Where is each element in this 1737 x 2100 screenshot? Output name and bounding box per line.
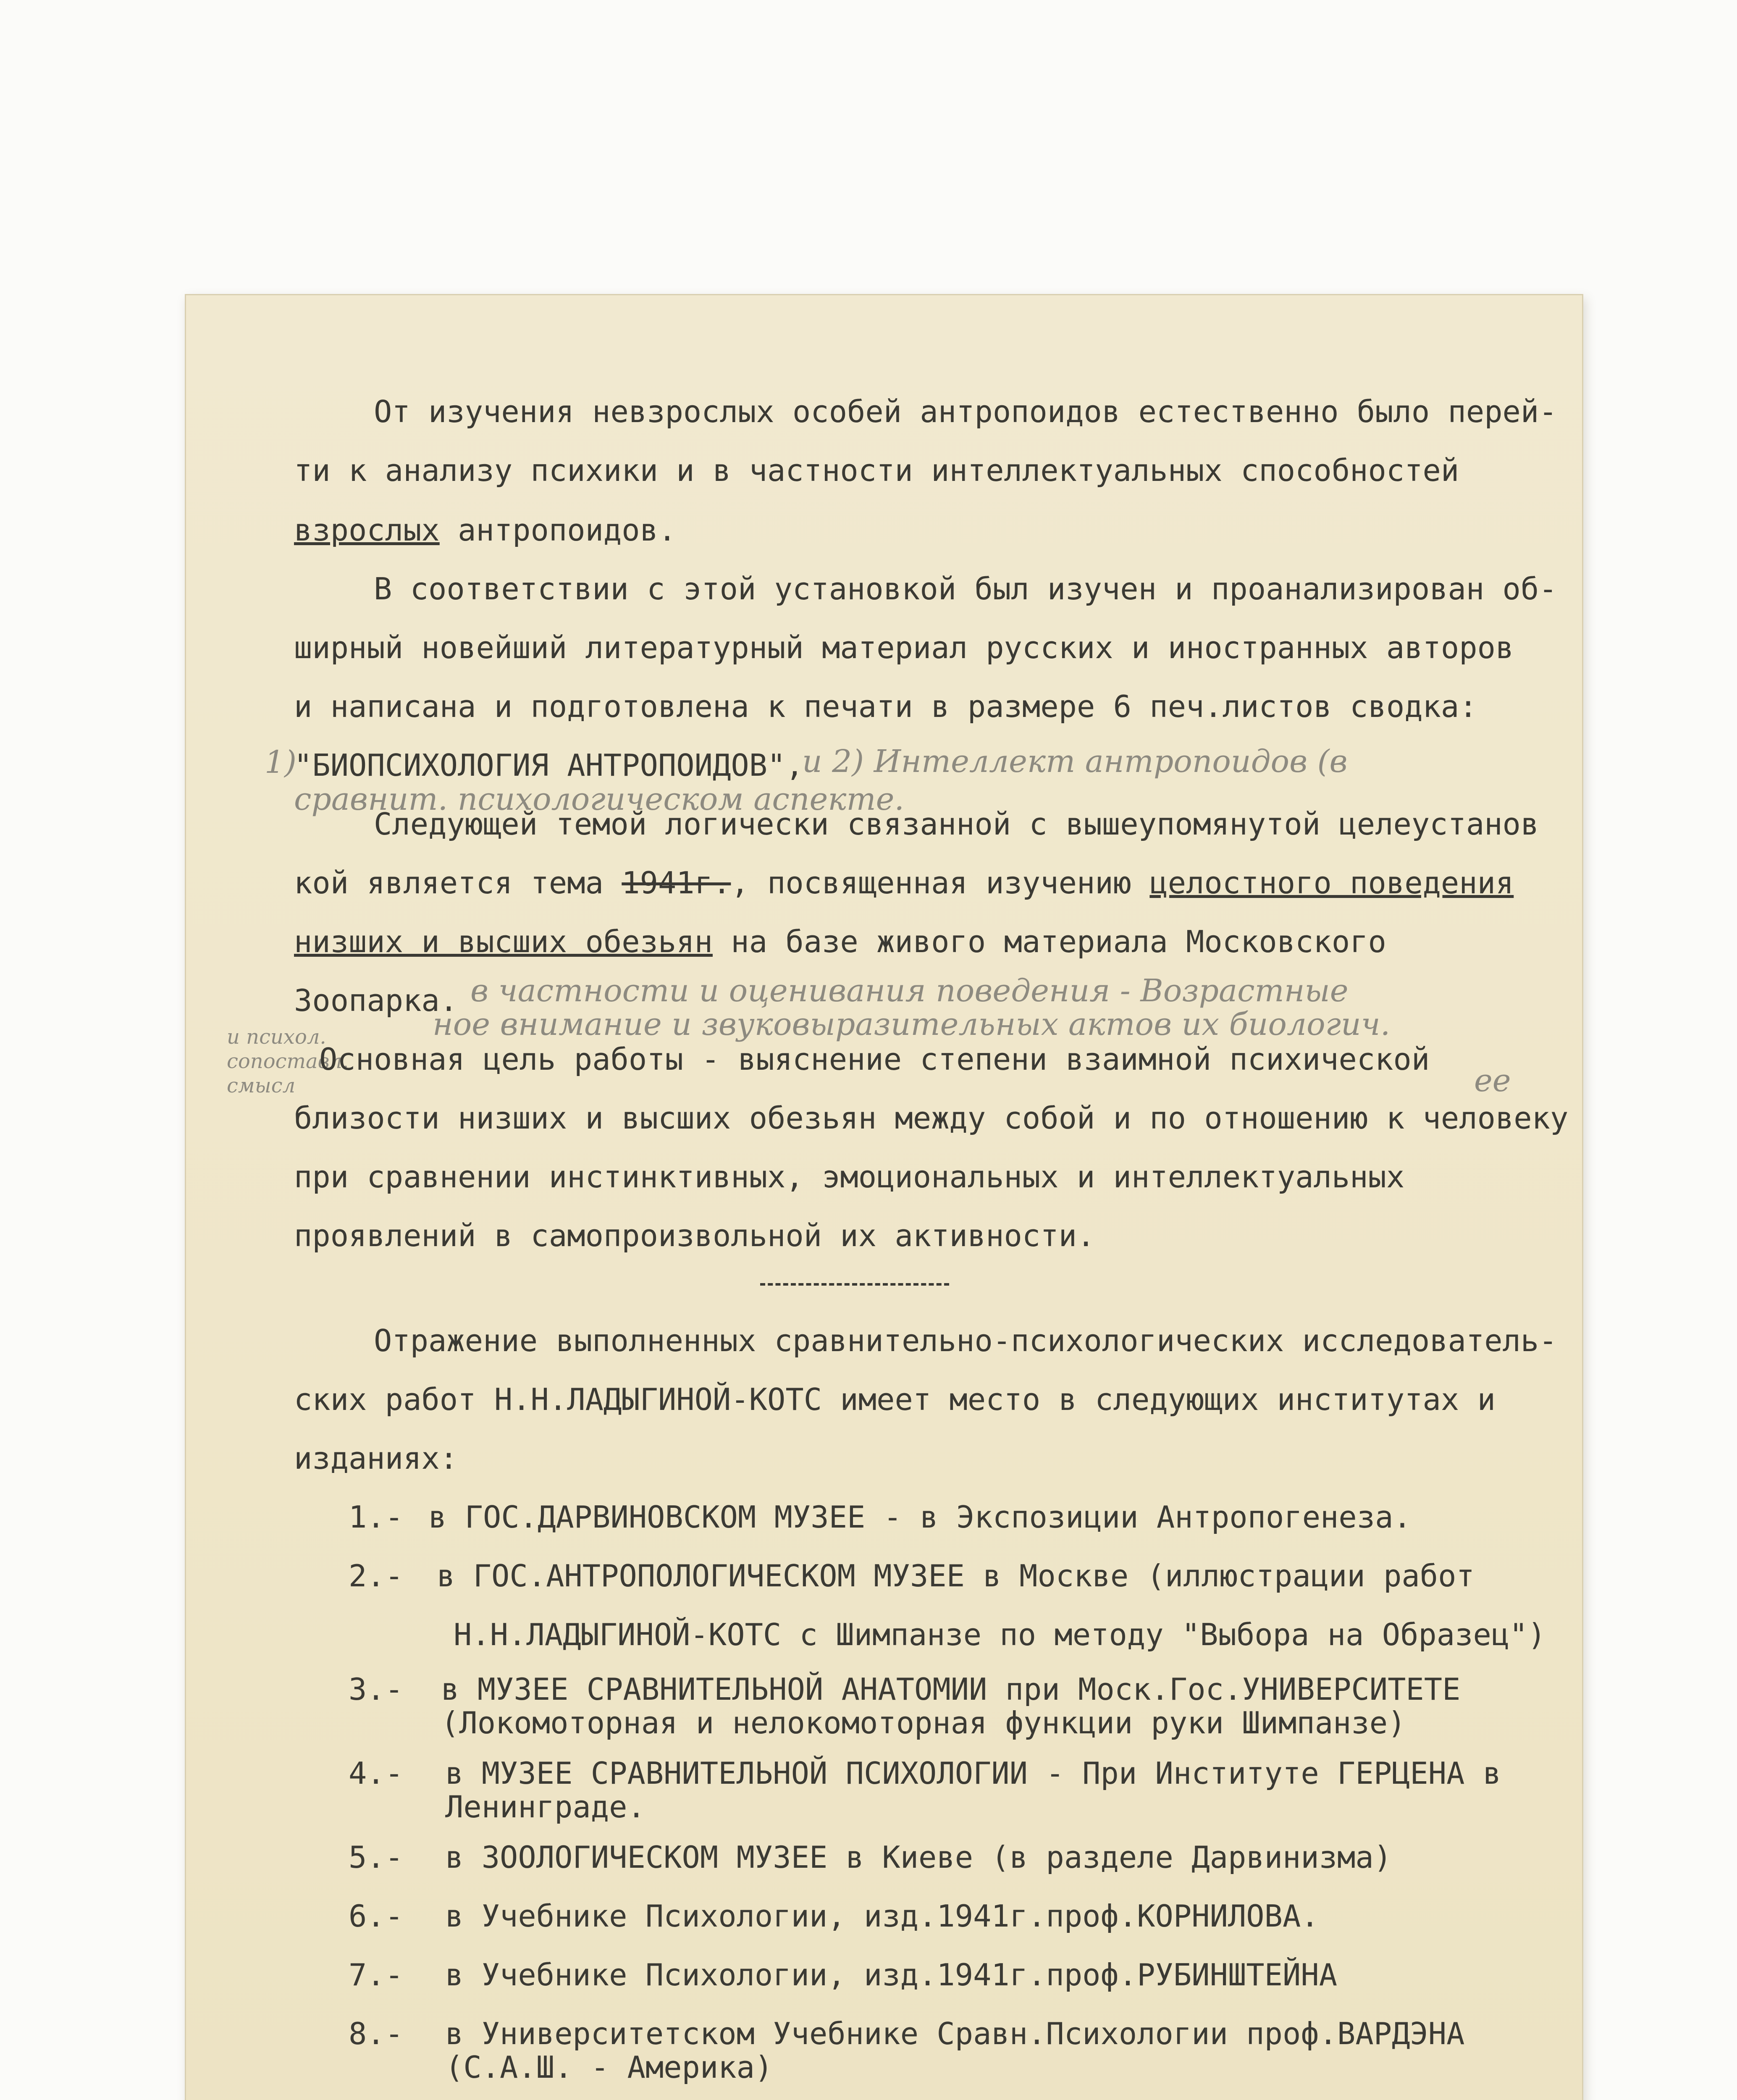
p3-line-2-a: кой является тема — [294, 865, 622, 900]
p3-line-3-rest: на базе живого материала Московского — [713, 924, 1386, 959]
list-item-text: в ЗООЛОГИЧЕСКОМ МУЗЕЕ в Киеве (в разделе Дарвинизма) — [445, 1840, 1392, 1875]
p2-line-3: и написана и подготовлена к печати в размере 6 печ.листов сводка: — [294, 689, 1477, 724]
p3-underlined-2: низших и высших обезьян — [294, 924, 713, 959]
p1-line-3-rest: антропоидов. — [439, 512, 677, 548]
p1-line-3 — [294, 512, 676, 548]
p3-line-4: Зоопарка. — [294, 983, 458, 1018]
hand-addition-1b: сравнит. психологическом аспекте. — [294, 781, 904, 817]
hand-addition-1: и 2) Интеллект антропоидов (в — [802, 743, 1348, 780]
list-item-label: 7.- — [349, 1957, 404, 1992]
list-item-text: в МУЗЕЕ СРАВНИТЕЛЬНОЙ АНАТОМИИ при Моск.Гос.УНИВЕРСИТЕТЕ — [441, 1672, 1461, 1707]
list-item-text: в Университетском Учебнике Сравн.Психологии проф.ВАРДЭНА — [445, 2016, 1465, 2051]
list-item-text: в МУЗЕЕ СРАВНИТЕЛЬНОЙ ПСИХОЛОГИИ - При Институте ГЕРЦЕНА в — [445, 1756, 1501, 1791]
p3-line-2-b: , посвященная изучению — [731, 865, 1150, 900]
p2-line-1: В соответствии с этой установкой был изучен и проанализирован об- — [374, 571, 1557, 606]
list-item-label: 3.- — [349, 1672, 404, 1707]
p5-line-3: изданиях: — [294, 1441, 458, 1476]
p3-line-3 — [294, 924, 1386, 959]
list-item-text-cont: Ленинграде. — [445, 1789, 645, 1824]
document-sheet — [185, 294, 1583, 2100]
list-item-text: в Учебнике Психологии, изд.1941г.проф.КОРНИЛОВА. — [445, 1898, 1319, 1934]
list-item-label: 2.- — [349, 1558, 404, 1593]
p5-line-2: ских работ Н.Н.ЛАДЫГИНОЙ-КОТС имеет место в следующих институтах и — [294, 1382, 1496, 1417]
p2-line-2: ширный новейший литературный материал русских и иностранных авторов — [294, 630, 1514, 665]
p1-line-2: ти к анализу психики и в частности интеллектуальных способностей — [294, 453, 1459, 488]
p1-underlined-word: взрослых — [294, 512, 440, 548]
p1-line-1: От изучения невзрослых особей антропоидов естественно было перей- — [374, 394, 1557, 429]
list-item-text: в ГОС.АНТРОПОЛОГИЧЕСКОМ МУЗЕЕ в Москве (иллюстрации работ — [437, 1558, 1475, 1593]
list-item-label: 6.- — [349, 1898, 404, 1934]
list-item-text-cont: (Локомоторная и нелокомоторная функции руки Шимпанзе) — [441, 1705, 1406, 1740]
list-item-text: в ГОС.ДАРВИНОВСКОМ МУЗЕЕ - в Экспозиции Антропогенеза. — [428, 1499, 1412, 1535]
list-item-text-cont: Н.Н.ЛАДЫГИНОЙ-КОТС с Шимпанзе по методу "Выбора на Образец") — [454, 1617, 1546, 1652]
list-item-text: в Учебнике Психологии, изд.1941г.проф.РУБИНШТЕЙНА — [445, 1957, 1338, 1992]
p3-line-2 — [294, 865, 1514, 900]
list-item-label: 8.- — [349, 2016, 404, 2051]
struck-year: 1941г. — [622, 865, 731, 900]
hand-addition-2b: ное внимание и звуковыразительных актов их биологич. — [433, 1006, 1391, 1042]
section-divider — [760, 1283, 949, 1286]
p3-line-1: Следующей темой логически связанной с вышеупомянутой целеустанов — [374, 806, 1539, 842]
list-item-label: 1.- — [349, 1499, 404, 1535]
p4-line-1: Основная цель работы - выяснение степени взаимной психической — [319, 1042, 1430, 1077]
hand-above-word: ее — [1474, 1063, 1511, 1099]
p4-line-2: близости низших и высших обезьян между собой и по отношению к человеку — [294, 1100, 1569, 1136]
p5-line-1: Отражение выполненных сравнительно-психологических исследователь- — [374, 1323, 1557, 1358]
p3-underlined-1: целостного поведения — [1149, 865, 1514, 900]
list-item-text-cont: (С.А.Ш. - Америка) — [445, 2050, 773, 2085]
p4-line-3: при сравнении инстинктивных, эмоциональных и интеллектуальных — [294, 1159, 1405, 1194]
list-item-label: 4.- — [349, 1756, 404, 1791]
p4-line-4: проявлений в самопроизвольной их активности. — [294, 1218, 1095, 1253]
hand-addition-2: в частности и оценивания поведения - Возрастные — [470, 973, 1349, 1009]
hand-margin-note: и психол. сопоставл. смысл — [227, 1025, 349, 1097]
p2-title: "БИОПСИХОЛОГИЯ АНТРОПОИДОВ", — [294, 748, 804, 783]
hand-num-1: 1) — [265, 744, 296, 780]
list-item-label: 5.- — [349, 1840, 404, 1875]
